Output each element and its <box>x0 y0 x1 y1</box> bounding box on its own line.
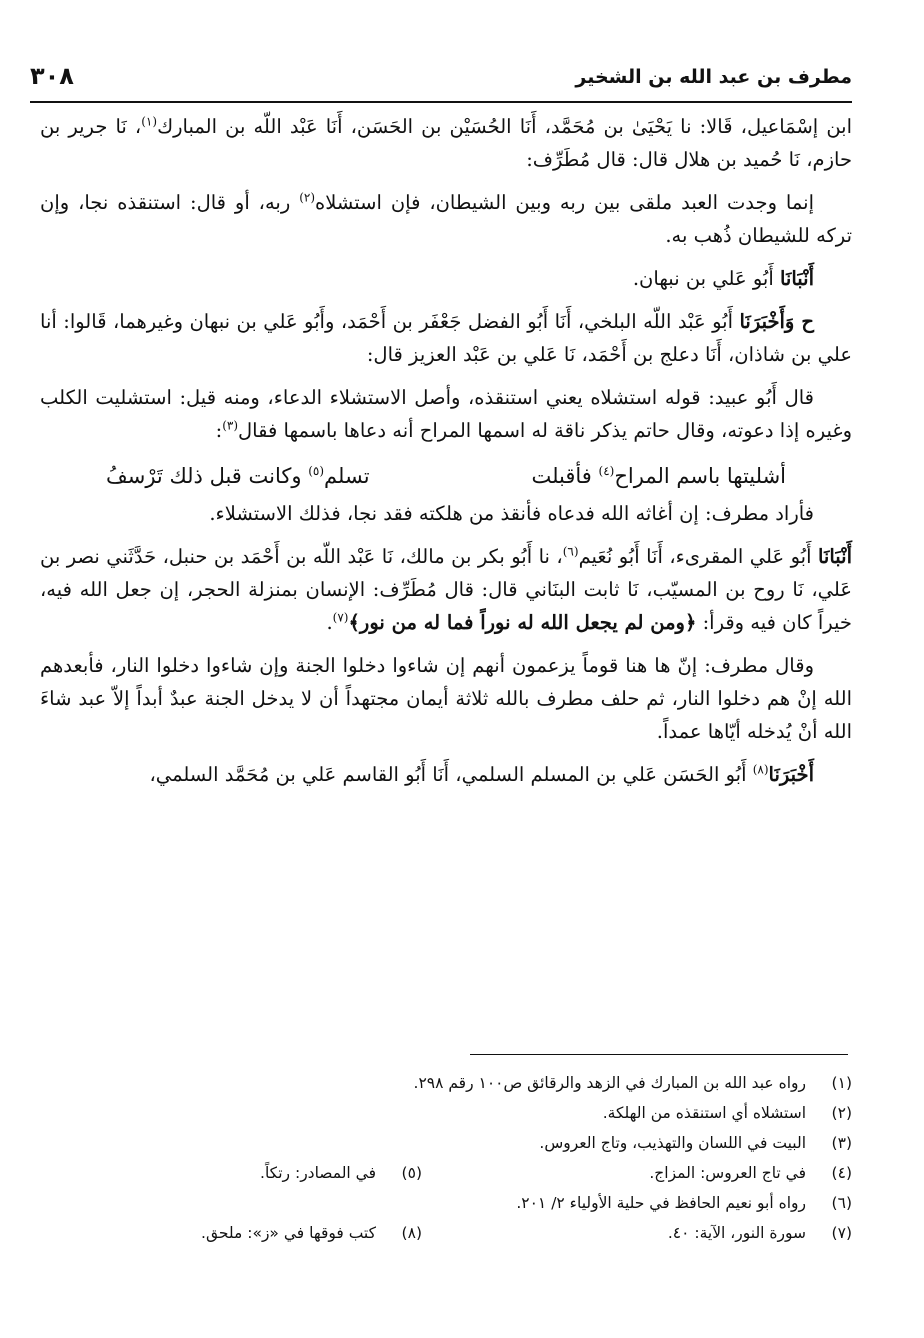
footnote-ref-3[interactable]: (٣) <box>222 418 239 433</box>
footnote-ref-1[interactable]: (١) <box>141 114 158 129</box>
footnote-7: (٧) سورة النور، الآية: ٤٠. <box>667 1224 852 1242</box>
footnote-rule <box>470 1054 848 1055</box>
verse-first-hemistich: أشليتها باسم المراح$^{(٤)}$ فأقبلت <box>531 464 786 488</box>
isnad-label: أَنْبَانَا <box>779 267 814 290</box>
footnote-row <box>40 1128 852 1158</box>
footnote-8: (٨) كتب فوقها في «ز»: ملحق. <box>201 1224 422 1242</box>
verse-second-hemistich: تسلم$^{(٥)}$ وكانت قبل ذلك تَرْسفُ <box>106 464 370 488</box>
footnote-ref-8[interactable]: (٨) <box>752 762 769 777</box>
paragraph-9: أَخْبَرَنَا$^{(٨)}$ أَبُو الحَسَن عَلي بن المسلم السلمي، أَنَا أَبُو القاسم عَلي بن مُحَمَّد السلمي، <box>149 762 814 786</box>
paragraph-4: ح وَأَخْبَرَنَا أَبُو عَبْد اللّه البلخي، أَنَا أَبُو الفضل جَعْفَر بن أَحْمَد، وأَبُو عَلي بن نبهان وغيرهما، قَالوا: أنا علي بن شاذان، أَنَا دعلج بن أَحْمَد، نَا عَلي بن عَبْد العزيز قال: <box>40 310 852 366</box>
running-title: مطرف بن عبد الله بن الشخير <box>575 66 852 88</box>
main-text <box>40 110 852 801</box>
paragraph-5: قال أَبُو عبيد: قوله استشلاه يعني استنقذه، وأصل الاستشلاء الدعاء، ومنه قيل: استشليت الكلب وغيره إذا دعوته، وقال حاتم يذكر ناقة له اسمها المراح أنه دعاها باسمها فقال$^{(٣)}$: <box>40 386 852 442</box>
footnote-3: (٣) البيت في اللسان والتهذيب، وتاج العروس. <box>539 1134 852 1152</box>
paragraph-2: إنما وجدت العبد ملقى بين ربه وبين الشيطان، فإن استشلاه$^{(٢)}$ ربه، أو قال: استنقذه نجا، وإن تركه للشيطان ذُهب به. <box>40 190 852 247</box>
footnote-2: (٢) استشلاه أي استنقذه من الهلكة. <box>602 1104 852 1122</box>
isnad-label: أَخْبَرَنَا <box>768 763 814 786</box>
page-header <box>30 62 852 100</box>
footnote-row <box>40 1218 852 1248</box>
footnote-row <box>40 1098 852 1128</box>
footnote-5: (٥) في المصادر: رتكاً. <box>260 1164 422 1182</box>
isnad-label: ح وَأَخْبَرَنَا <box>739 310 814 333</box>
paragraph-8: وقال مطرف: إنّ ها هنا قوماً يزعمون أنهم إن شاءوا دخلوا الجنة وإن شاءوا دخلوا النار، فأبعدهم الله إنْ هم دخلوا النار، ثم حلف مطرف بالله ثلاثة أيمان مجتهداً أن لا يدخل الجنة عبدٌ أبداً إلاّ عبد شاءَ الله أنْ يُدخله أيّاها عمداً. <box>40 654 852 743</box>
footnote-row <box>40 1188 852 1218</box>
quran-quote: ﴿ومن لم يجعل الله له نوراً فما له من نور﴾ <box>348 611 697 634</box>
paragraph-7: أَنْبَانَا أَبُو عَلي المقرىء، أَنَا أَبُو نُعَيم$^{(٦)}$، نا أَبُو بكر بن مالك، نَا عَبْد اللّه بن أَحْمَد بن حنبل، حَدَّثَني نصر بن عَلي، نَا روح بن المسيّب، نَا ثابت البنَاني قال: قال مُطَرِّف: الإنسان بمنزلة الحجر، إن جعل الله فيه، خيراً كان فيه وقرأ: ﴿ومن لم يجعل الله له نوراً فما له من نور﴾$^{(٧)}$. <box>40 544 852 634</box>
footnote-row <box>40 1068 852 1098</box>
footnote-4: (٤) في تاج العروس: المزاج. <box>649 1164 852 1182</box>
footnote-ref-4[interactable]: (٤) <box>598 464 615 478</box>
poetry-verse <box>106 459 786 493</box>
paragraph-6: فأراد مطرف: إن أغاثه الله فدعاه فأنقذ من هلكته فقد نجا، فذلك الاستشلاء. <box>209 502 814 525</box>
footnote-1: (١) رواه عبد الله بن المبارك في الزهد والرقائق ص١٠٠ رقم ٢٩٨. <box>413 1074 852 1092</box>
header-rule <box>30 101 852 103</box>
paragraph-1: ابن إسْمَاعيل، قَالا: نا يَحْيَىٰ بن مُحَمَّد، أَنَا الحُسَيْن بن الحَسَن، أَنَا عَبْد اللّه بن المبارك$^{(١)}$، نَا جرير بن حازم، نَا حُميد بن هلال قال: قال مُطَرِّف: <box>40 114 853 171</box>
footnote-ref-5[interactable]: (٥) <box>308 464 325 478</box>
footnote-6: (٦) رواه أبو نعيم الحافظ في حلية الأولياء ٢/ ٢٠١. <box>516 1194 852 1212</box>
footnote-row <box>40 1158 852 1188</box>
footnote-ref-7[interactable]: (٧) <box>332 610 349 625</box>
page-number: ٣٠٨ <box>30 62 74 90</box>
footnote-ref-2[interactable]: (٢) <box>299 190 316 205</box>
footnote-ref-6[interactable]: (٦) <box>562 544 579 559</box>
paragraph-3: أَنْبَانَا أَبُو عَلي بن نبهان. <box>632 267 814 290</box>
footnotes <box>40 1068 852 1248</box>
isnad-label: أَنْبَانَا <box>817 545 852 568</box>
